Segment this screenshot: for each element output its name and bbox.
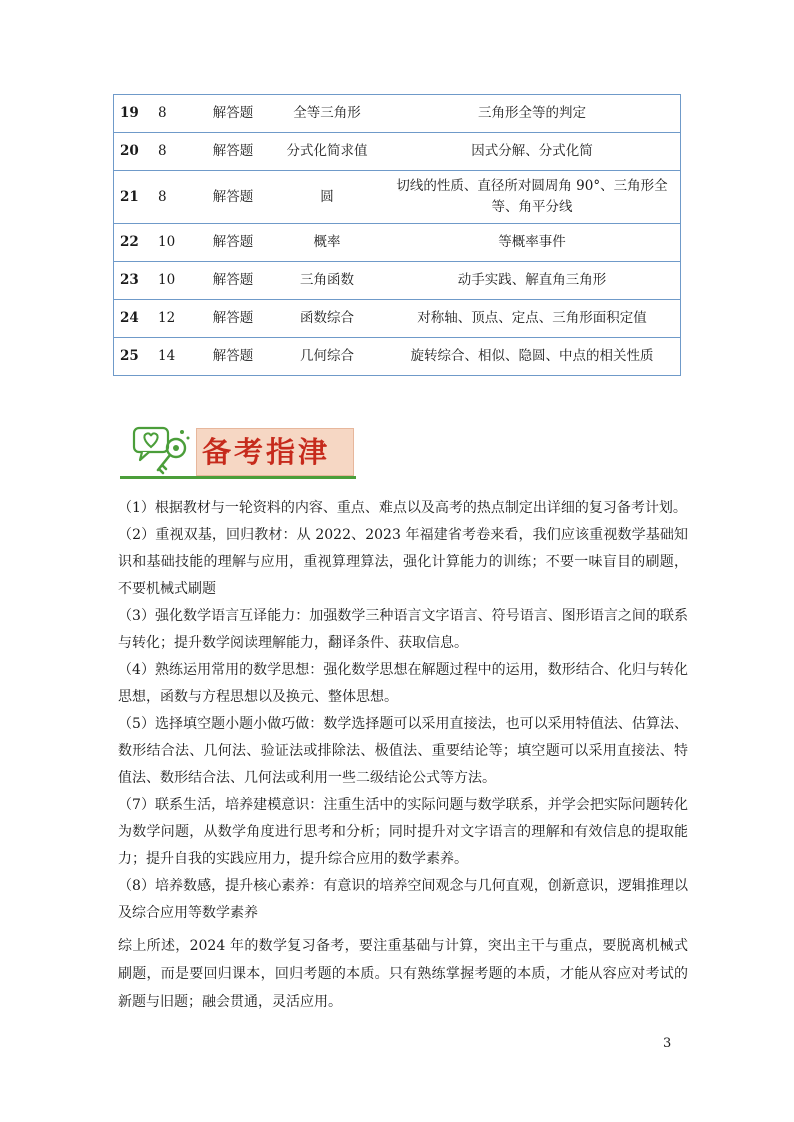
question-topic: 分式化简求值 <box>270 133 384 171</box>
section-banner <box>120 420 360 480</box>
question-score: 8 <box>150 95 196 133</box>
question-topic: 全等三角形 <box>270 95 384 133</box>
question-score: 8 <box>150 171 196 224</box>
page-number: 3 <box>663 1036 672 1051</box>
question-topic: 概率 <box>270 224 384 262</box>
question-knowledge: 旋转综合、相似、隐圆、中点的相关性质 <box>384 338 681 376</box>
question-number: 20 <box>114 133 151 171</box>
question-knowledge: 因式分解、分式化简 <box>384 133 681 171</box>
question-knowledge: 三角形全等的判定 <box>384 95 681 133</box>
question-number: 24 <box>114 300 151 338</box>
question-type: 解答题 <box>196 171 270 224</box>
banner-underline <box>120 476 356 479</box>
question-type: 解答题 <box>196 95 270 133</box>
question-score: 14 <box>150 338 196 376</box>
question-score: 10 <box>150 262 196 300</box>
summary-paragraph: 综上所述，2024 年的数学复习备考，要注重基础与计算，突出主干与重点，要脱离机械式刷题，而是要回归课本，回归考题的本质。只有熟练掌握考题的本质，才能从容应对考试的新题与旧题；融会贯通，灵活应用。 <box>118 938 688 1010</box>
table-row <box>114 224 681 262</box>
question-number: 23 <box>114 262 151 300</box>
advice-paragraph: （8）培养数感，提升核心素养：有意识的培养空间观念与几何直观，创新意识，逻辑推理以及综合应用等数学素养 <box>118 878 688 921</box>
question-score: 8 <box>150 133 196 171</box>
advice-section <box>118 495 688 1016</box>
question-type: 解答题 <box>196 300 270 338</box>
question-number: 21 <box>114 171 151 224</box>
question-knowledge: 动手实践、解直角三角形 <box>384 262 681 300</box>
heart-key-icon <box>132 424 192 484</box>
banner-title: 备考指津 <box>202 435 331 469</box>
question-type: 解答题 <box>196 224 270 262</box>
question-knowledge: 对称轴、顶点、定点、三角形面积定值 <box>384 300 681 338</box>
exam-analysis-table <box>113 94 681 376</box>
advice-paragraph: （4）熟练运用常用的数学思想：强化数学思想在解题过程中的运用，数形结合、化归与转化思想，函数与方程思想以及换元、整体思想。 <box>118 662 688 705</box>
table-row <box>114 262 681 300</box>
advice-paragraph: （2）重视双基，回归教材：从 2022、2023 年福建省考卷来看，我们应该重视数学基础知识和基础技能的理解与应用，重视算理算法，强化计算能力的训练；不要一味盲目的刷题，不要机械式刷题 <box>118 527 688 597</box>
table-row <box>114 171 681 224</box>
question-number: 19 <box>114 95 151 133</box>
question-topic: 三角函数 <box>270 262 384 300</box>
table-body <box>114 95 681 376</box>
question-type: 解答题 <box>196 262 270 300</box>
question-topic: 圆 <box>270 171 384 224</box>
advice-paragraph: （3）强化数学语言互译能力：加强数学三种语言文字语言、符号语言、图形语言之间的联系与转化；提升数学阅读理解能力，翻译条件、获取信息。 <box>118 608 688 651</box>
table-row <box>114 338 681 376</box>
advice-paragraph: （7）联系生活，培养建模意识：注重生活中的实际问题与数学联系，并学会把实际问题转化为数学问题，从数学角度进行思考和分析；同时提升对文字语言的理解和有效信息的提取能力；提升自我的实践应用力，提升综合应用的数学素养。 <box>118 797 688 867</box>
advice-paragraph: （5）选择填空题小题小做巧做：数学选择题可以采用直接法，也可以采用特值法、估算法、数形结合法、几何法、验证法或排除法、极值法、重要结论等；填空题可以采用直接法、特值法、数形结合法、几何法或利用一些二级结论公式等方法。 <box>118 716 688 786</box>
question-topic: 函数综合 <box>270 300 384 338</box>
question-type: 解答题 <box>196 338 270 376</box>
question-knowledge: 等概率事件 <box>384 224 681 262</box>
table-row <box>114 300 681 338</box>
question-number: 22 <box>114 224 151 262</box>
question-knowledge: 切线的性质、直径所对圆周角 90°、三角形全等、角平分线 <box>384 171 681 224</box>
table-row <box>114 133 681 171</box>
question-score: 10 <box>150 224 196 262</box>
question-number: 25 <box>114 338 151 376</box>
question-score: 12 <box>150 300 196 338</box>
table-row <box>114 95 681 133</box>
advice-paragraph: （1）根据教材与一轮资料的内容、重点、难点以及高考的热点制定出详细的复习备考计划。 <box>118 500 687 516</box>
question-type: 解答题 <box>196 133 270 171</box>
question-topic: 几何综合 <box>270 338 384 376</box>
